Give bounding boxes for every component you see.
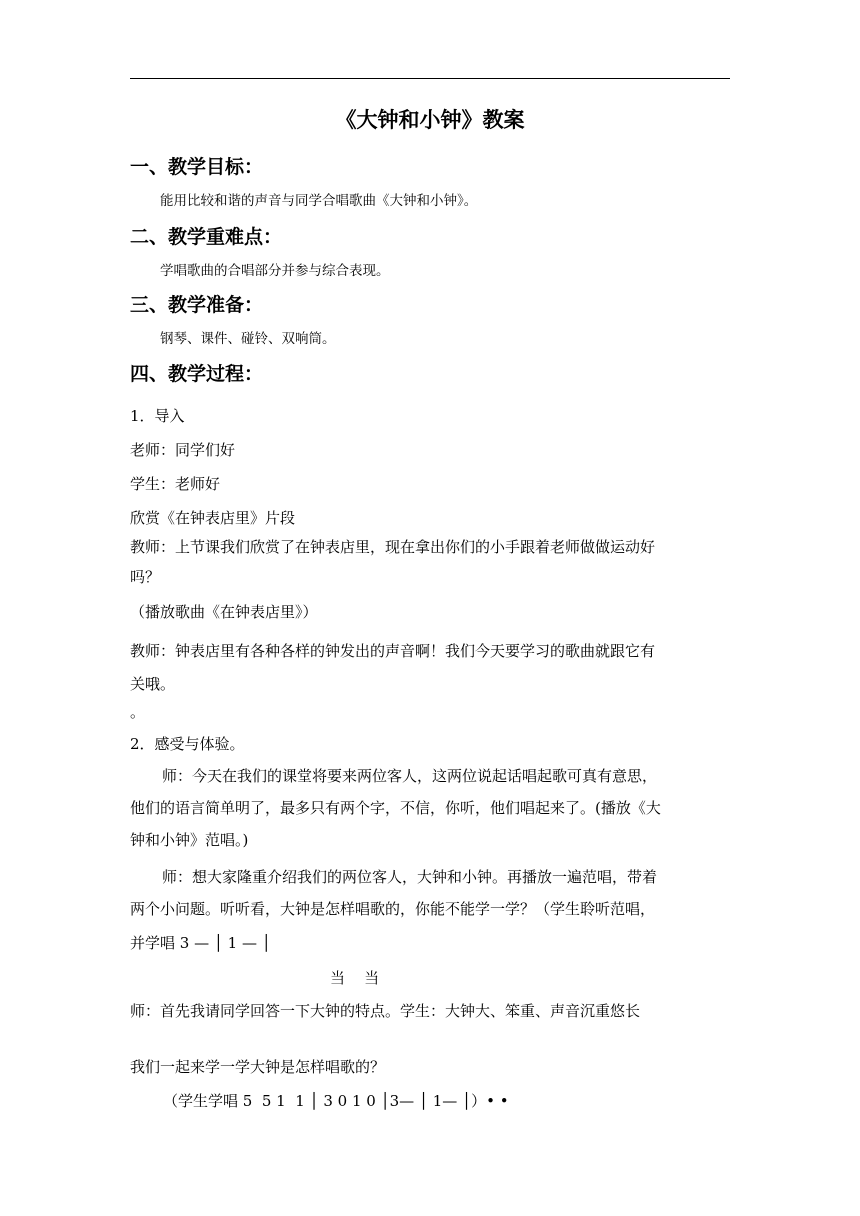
teacher-line-1b: 吗？	[130, 568, 161, 586]
student-greeting: 学生：老师好	[130, 475, 221, 493]
sing-notation-line: （学生学唱 5 5 1 1 │ 3 0 1 0 │3— │ 1— │）• •	[163, 1092, 509, 1110]
section-heading-goals: 一、教学目标：	[130, 156, 264, 178]
teacher-line-2b: 关哦。	[130, 675, 176, 693]
paragraph-1-line-b: 他们的语言简单明了，最多只有两个字，不信，你听，他们唱起来了。(播放《大	[130, 799, 661, 817]
paragraph-2-line-c: 并学唱 3 — │ 1 — │	[130, 934, 271, 952]
stray-period: 。	[130, 703, 146, 721]
section-heading-process: 四、教学过程：	[130, 363, 264, 385]
play-song-line: （播放歌曲《在钟表店里》）	[130, 603, 318, 621]
teacher-line-1a: 教师：上节课我们欣赏了在钟表店里，现在拿出你们的小手跟着老师做做运动好	[130, 538, 656, 556]
paragraph-1-line-a: 师：今天在我们的课堂将要来两位客人，这两位说起话唱起歌可真有意思，	[162, 767, 658, 785]
process-step-1: 1．导入	[130, 407, 185, 425]
lyrics-line: 当 当	[330, 969, 380, 987]
teacher-line-2a: 教师：钟表店里有各种各样的钟发出的声音啊！我们今天要学习的歌曲就跟它有	[130, 642, 656, 660]
together-line: 我们一起来学一学大钟是怎样唱歌的？	[130, 1058, 386, 1076]
section-heading-preparation: 三、教学准备：	[130, 294, 264, 316]
header-rule	[130, 78, 730, 79]
paragraph-2-line-b: 两个小问题。听听看，大钟是怎样唱歌的，你能不能学一学？（学生聆听范唱，	[130, 900, 656, 918]
teacher-line-3: 师：首先我请同学回答一下大钟的特点。学生：大钟大、笨重、声音沉重悠长	[130, 1002, 641, 1020]
appreciation-line: 欣赏《在钟表店里》片段	[130, 509, 296, 527]
document-title: 《大钟和小钟》教案	[335, 107, 525, 132]
teacher-greeting: 老师：同学们好	[130, 441, 236, 459]
section-body-key-points: 学唱歌曲的合唱部分并参与综合表现。	[160, 263, 390, 279]
section-heading-key-points: 二、教学重难点：	[130, 226, 283, 248]
section-body-preparation: 钢琴、课件、碰铃、双响筒。	[160, 331, 336, 347]
process-step-2: 2．感受与体验。	[130, 735, 245, 753]
paragraph-2-line-a: 师：想大家隆重介绍我们的两位客人，大钟和小钟。再播放一遍范唱，带着	[162, 868, 658, 886]
section-body-goals: 能用比较和谐的声音与同学合唱歌曲《大钟和小钟》。	[160, 193, 478, 209]
paragraph-1-line-c: 钟和小钟》范唱。)	[130, 831, 249, 849]
